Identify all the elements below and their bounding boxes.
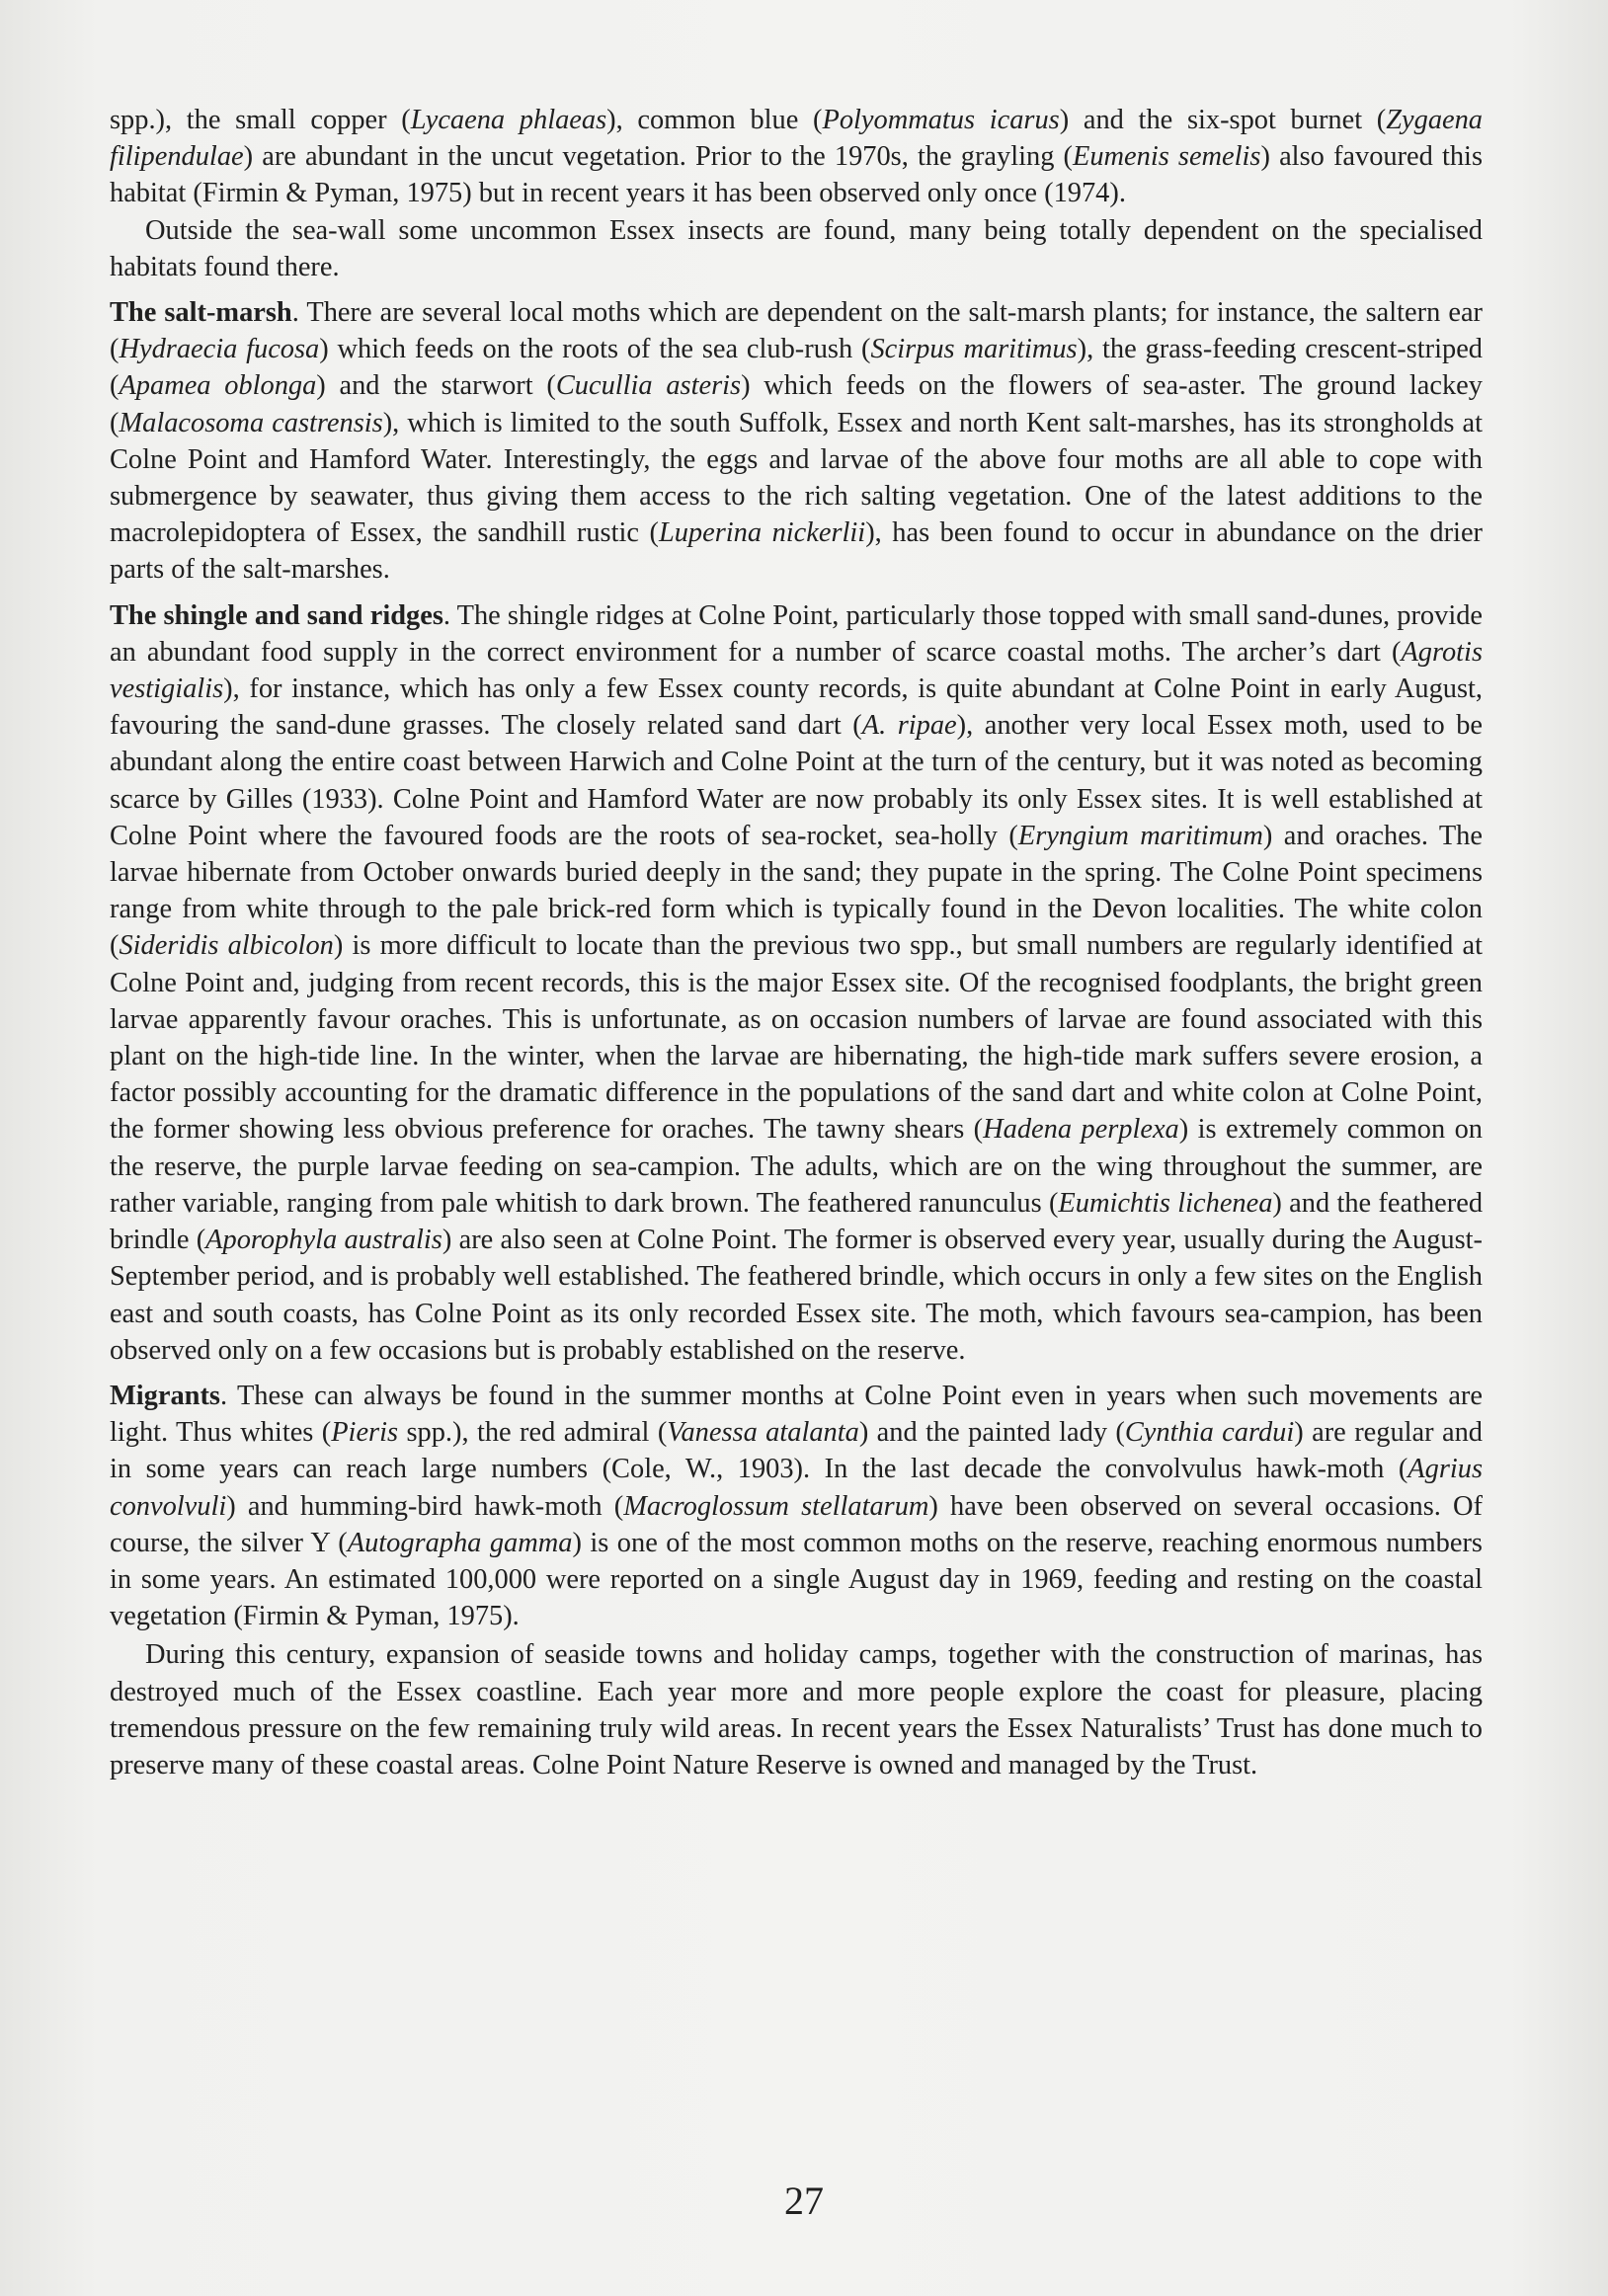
text-run: ) are regular and in some years can reach large numbers (Cole, W., 1903). In the last decade the convolvulus hawk-moth ( xyxy=(110,1417,1483,1485)
species-name: Scirpus maritimus xyxy=(870,334,1078,365)
species-name: Cynthia cardui xyxy=(1124,1417,1295,1449)
text-run: ), another very local Essex moth, used to be abundant along the entire coast between Harwich and Colne Point at the turn of the century, but it was noted as becoming scarce by Gilles (1933). Colne Point and Hamford Water are now probably its only Essex sites. It is well established at Colne Point where the favoured foods are the roots of sea-rocket, sea-holly ( xyxy=(110,710,1483,851)
species-name: Aporophyla australis xyxy=(205,1225,442,1256)
text-run: ) which feeds on the flowers of sea-aster. The ground lackey ( xyxy=(110,370,1483,438)
paragraph xyxy=(110,102,1483,212)
paragraph xyxy=(110,597,1483,1369)
text-run: spp.), the small copper ( xyxy=(110,105,411,135)
text-run: ) and the feathered brindle ( xyxy=(110,1187,1484,1256)
text-run: . These can always be found in the summer months at Colne Point even in years when such movements are light. Thus whites ( xyxy=(110,1380,1483,1449)
section-heading: Migrants xyxy=(110,1380,220,1411)
text-run: ), the grass-feeding crescent-striped ( xyxy=(110,334,1483,402)
species-name: Macroglossum stellatarum xyxy=(623,1490,929,1522)
species-name: Zygaena filipendulae xyxy=(110,105,1484,173)
species-name: Sideridis albicolon xyxy=(119,930,334,962)
species-name: Apamea oblonga xyxy=(119,370,317,402)
species-name: Hadena perplexa xyxy=(983,1114,1179,1146)
species-name: Vanessa atalanta xyxy=(667,1417,859,1449)
paragraph xyxy=(110,1378,1483,1634)
paragraph xyxy=(110,294,1483,589)
text-run: ) also favoured this habitat (Firmin & Pyman, 1975) but in recent years it has been observed only once (1974). xyxy=(110,141,1483,209)
species-name: Polyommatus icarus xyxy=(822,105,1060,135)
text-run: ), common blue ( xyxy=(606,105,823,135)
text-run: ) and the starwort ( xyxy=(316,370,556,402)
text-run: ) and humming-bird hawk-moth ( xyxy=(226,1490,624,1522)
species-name: Luperina nickerlii xyxy=(658,517,866,549)
text-run: ) have been observed on several occasions. Of course, the silver Y ( xyxy=(110,1490,1483,1558)
text-run: ) are abundant in the uncut vegetation. Prior to the 1970s, the grayling ( xyxy=(243,141,1073,173)
species-name: Autographa gamma xyxy=(347,1527,573,1558)
text-run: ) and the painted lady ( xyxy=(858,1417,1125,1449)
text-run: . There are several local moths which are dependent on the salt-marsh plants; for instance, the saltern ear ( xyxy=(110,297,1484,365)
section-heading: The salt-marsh xyxy=(110,297,292,329)
species-name: Agrius convolvuli xyxy=(110,1454,1483,1522)
species-name: Pieris xyxy=(331,1417,399,1449)
text-run: ) is one of the most common moths on the reserve, reaching enormous numbers in some years. An estimated 100,000 were reported on a single August day in 1969, feeding and resting on the coastal vegetation (Firmin & Pyman, 1975). xyxy=(110,1527,1483,1632)
paragraph xyxy=(110,212,1483,285)
species-name: Eumichtis lichenea xyxy=(1058,1187,1273,1219)
text-run: ) is extremely common on the reserve, the purple larvae feeding on sea-campion. The adults, which are on the wing throughout the summer, are rather variable, ranging from pale whitish to dark brown. The feathered ranunculus ( xyxy=(110,1114,1483,1219)
text-run: ), which is limited to the south Suffolk, Essex and north Kent salt-marshes, has its strongholds at Colne Point and Hamford Water. Interestingly, the eggs and larvae of the above four moths are all able to cope with submergence by seawater, thus giving them access to the rich salting vegetation. One of the latest additions to the macrolepidoptera of Essex, the sandhill rustic ( xyxy=(110,407,1483,549)
species-name: Malacosoma castrensis xyxy=(119,407,383,438)
text-run: ) and oraches. The larvae hibernate from October onwards buried deeply in the sand; they pupate in the spring. The Colne Point specimens range from white through to the pale brick-red form which is typically found in the Devon localities. The white colon ( xyxy=(110,820,1483,962)
body-text xyxy=(110,102,1483,1783)
species-name: Agrotis vestigialis xyxy=(110,636,1483,705)
text-run: ) are also seen at Colne Point. The former is observed every year, usually during the August-September period, and is probably well established. The feathered brindle, which occurs in only a few sites on the English east and south coasts, has Colne Point as its only recorded Essex site. The moth, which favours sea-campion, has been observed only on a few occasions but is probably established on the reserve. xyxy=(110,1225,1483,1366)
species-name: Lycaena phlaeas xyxy=(410,105,607,135)
text-run: ) is more difficult to locate than the previous two spp., but small numbers are regularly identified at Colne Point and, judging from recent records, this is the major Essex site. Of the recognised foodplants, the bright green larvae apparently favour oraches. This is unfortunate, as on occasion numbers of larvae are found associated with this plant on the high-tide line. In the winter, when the larvae are hibernating, the high-tide mark suffers severe erosion, a factor possibly accounting for the dramatic difference in the populations of the sand dart and white colon at Colne Point, the former showing less obvious preference for oraches. The tawny shears ( xyxy=(110,930,1483,1146)
text-run: ), has been found to occur in abundance on the drier parts of the salt-marshes. xyxy=(110,517,1483,586)
species-name: Eryngium maritimum xyxy=(1017,820,1263,851)
text-run: Outside the sea-wall some uncommon Essex insects are found, many being totally dependent on the specialised habitats found there. xyxy=(110,214,1483,282)
species-name: Cucullia asteris xyxy=(555,370,742,402)
page-number: 27 xyxy=(784,2178,824,2223)
text-run: spp.), the red admiral ( xyxy=(398,1417,668,1449)
text-run: . The shingle ridges at Colne Point, particularly those topped with small sand-dunes, provide an abundant food supply in the correct environment for a number of scarce coastal moths. The archer’s dart ( xyxy=(110,599,1484,668)
paragraph xyxy=(110,1636,1483,1783)
species-name: A. ripae xyxy=(861,710,957,742)
text-run: During this century, expansion of seaside towns and holiday camps, together with the construction of marinas, has destroyed much of the Essex coastline. Each year more and more people explore the coast for pleasure, placing tremendous pressure on the few remaining truly wild areas. In recent years the Essex Naturalists’ Trust has done much to preserve many of these coastal areas. Colne Point Nature Reserve is owned and managed by the Trust. xyxy=(110,1639,1483,1781)
species-name: Hydraecia fucosa xyxy=(119,334,320,365)
text-run: ) and the six-spot burnet ( xyxy=(1059,105,1387,135)
species-name: Eumenis semelis xyxy=(1072,141,1261,173)
text-run: ) which feeds on the roots of the sea club-rush ( xyxy=(319,334,871,365)
section-heading: The shingle and sand ridges xyxy=(110,599,443,631)
text-run: ), for instance, which has only a few Essex county records, is quite abundant at Colne Point in early August, favouring the sand-dune grasses. The closely related sand dart ( xyxy=(110,673,1483,742)
